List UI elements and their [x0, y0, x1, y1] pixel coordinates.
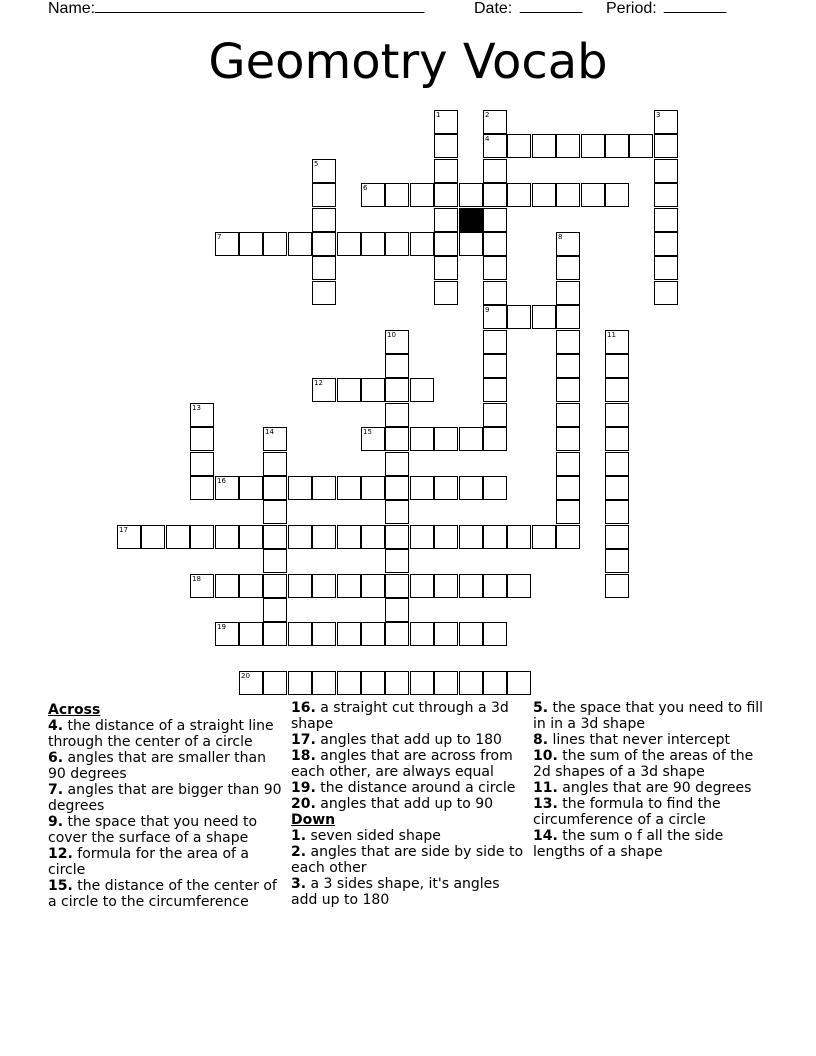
grid-cell[interactable] — [605, 525, 629, 549]
clue-number-label: 15. — [48, 878, 73, 894]
grid-cell[interactable] — [215, 622, 239, 646]
date-label: Date: — [474, 0, 513, 17]
grid-cell[interactable] — [483, 330, 507, 354]
grid-cell[interactable] — [337, 378, 361, 402]
grid-cell[interactable] — [190, 574, 214, 598]
grid-cell[interactable] — [434, 525, 458, 549]
grid-cell[interactable] — [459, 622, 483, 646]
clue-number-label: 20. — [291, 796, 316, 812]
clue-number-label: 8. — [533, 732, 549, 748]
grid-cell[interactable] — [434, 159, 458, 183]
grid-cell[interactable] — [459, 183, 483, 207]
clue-text: angles that add up to 90 — [315, 796, 494, 812]
grid-cell[interactable] — [361, 671, 385, 695]
grid-cell[interactable] — [239, 574, 263, 598]
grid-cell[interactable] — [459, 232, 483, 256]
grid-cell[interactable] — [605, 574, 629, 598]
across-clue — [291, 700, 527, 732]
grid-cell[interactable] — [605, 476, 629, 500]
grid-cell[interactable] — [410, 232, 434, 256]
grid-cell[interactable] — [385, 403, 409, 427]
grid-cell[interactable] — [263, 549, 287, 573]
grid-cell[interactable] — [459, 574, 483, 598]
grid-cell[interactable] — [361, 574, 385, 598]
across-column — [48, 700, 284, 910]
grid-cell[interactable] — [312, 476, 336, 500]
grid-cell[interactable] — [507, 574, 531, 598]
grid-cell[interactable] — [483, 208, 507, 232]
grid-cell[interactable] — [141, 525, 165, 549]
grid-cell[interactable] — [605, 427, 629, 451]
grid-cell[interactable] — [483, 305, 507, 329]
grid-cell[interactable] — [385, 183, 409, 207]
clue-number-label: 3. — [291, 876, 307, 892]
grid-cell[interactable] — [459, 525, 483, 549]
across-clue — [291, 748, 527, 780]
grid-cell[interactable] — [337, 232, 361, 256]
grid-cell[interactable] — [434, 134, 458, 158]
grid-cell[interactable] — [361, 232, 385, 256]
clue-number-label: 10. — [533, 748, 558, 764]
grid-cell[interactable] — [556, 476, 580, 500]
grid-cell[interactable] — [385, 476, 409, 500]
down-clue — [533, 748, 769, 780]
clue-number-label: 14. — [533, 828, 558, 844]
grid-cell[interactable] — [215, 574, 239, 598]
grid-cell[interactable] — [556, 525, 580, 549]
grid-cell[interactable] — [263, 232, 287, 256]
grid-cell[interactable] — [605, 330, 629, 354]
grid-cell[interactable] — [361, 183, 385, 207]
grid-cell[interactable] — [654, 134, 678, 158]
grid-cell[interactable] — [361, 427, 385, 451]
down-clue — [291, 828, 527, 844]
clue-text: seven sided shape — [306, 828, 441, 844]
grid-cell[interactable] — [459, 476, 483, 500]
clue-number-label: 13. — [533, 796, 558, 812]
grid-cell[interactable] — [556, 403, 580, 427]
clue-number: 11 — [607, 331, 616, 339]
grid-cell[interactable] — [483, 134, 507, 158]
grid-cell[interactable] — [312, 208, 336, 232]
across-clue — [291, 732, 527, 748]
grid-cell[interactable] — [434, 183, 458, 207]
grid-cell[interactable] — [385, 671, 409, 695]
grid-cell[interactable] — [312, 671, 336, 695]
clue-text: angles that are smaller than 90 degrees — [48, 750, 266, 782]
grid-cell[interactable] — [312, 525, 336, 549]
grid-cell[interactable] — [215, 476, 239, 500]
grid-cell[interactable] — [337, 574, 361, 598]
grid-cell[interactable] — [556, 378, 580, 402]
grid-cell[interactable] — [337, 525, 361, 549]
grid-cell[interactable] — [385, 452, 409, 476]
clue-text: the sum of the areas of the 2d shapes of a 3d shape — [533, 748, 754, 780]
grid-cell[interactable] — [532, 525, 556, 549]
grid-cell[interactable] — [556, 232, 580, 256]
grid-cell[interactable] — [654, 256, 678, 280]
grid-cell[interactable] — [190, 403, 214, 427]
grid-cell[interactable] — [605, 549, 629, 573]
grid-cell[interactable] — [312, 159, 336, 183]
grid-cell[interactable] — [263, 598, 287, 622]
grid-cell[interactable] — [434, 476, 458, 500]
across-clue — [48, 878, 284, 910]
grid-cell[interactable] — [483, 574, 507, 598]
clue-text: the distance around a circle — [315, 780, 516, 796]
clue-number-label: 11. — [533, 780, 558, 796]
grid-cell[interactable] — [434, 256, 458, 280]
clue-text: the space that you need to fill in in a 3d shape — [533, 700, 764, 732]
grid-cell[interactable] — [532, 305, 556, 329]
grid-cell[interactable] — [410, 378, 434, 402]
grid-cell[interactable] — [288, 622, 312, 646]
grid-cell[interactable] — [410, 427, 434, 451]
grid-cell[interactable] — [337, 671, 361, 695]
grid-cell[interactable] — [190, 476, 214, 500]
grid-cell[interactable] — [507, 671, 531, 695]
down-clue — [291, 876, 527, 908]
grid-cell[interactable] — [434, 281, 458, 305]
grid-cell[interactable] — [385, 378, 409, 402]
across-heading: Across — [48, 702, 101, 718]
grid-cell[interactable] — [483, 671, 507, 695]
grid-cell[interactable] — [434, 208, 458, 232]
clue-number-label: 4. — [48, 718, 64, 734]
grid-cell[interactable] — [434, 574, 458, 598]
clue-text: angles that are bigger than 90 degrees — [48, 782, 282, 814]
grid-cell[interactable] — [507, 183, 531, 207]
grid-cell[interactable] — [532, 183, 556, 207]
grid-cell[interactable] — [605, 403, 629, 427]
clue-number-label: 7. — [48, 782, 64, 798]
across-clue — [48, 782, 284, 814]
grid-cell[interactable] — [483, 427, 507, 451]
grid-cell[interactable] — [434, 427, 458, 451]
clue-number: 12 — [314, 379, 323, 387]
clue-number: 4 — [485, 135, 490, 143]
grid-cell[interactable] — [263, 427, 287, 451]
grid-cell[interactable] — [361, 476, 385, 500]
grid-cell[interactable] — [654, 159, 678, 183]
down-clue — [533, 732, 769, 748]
grid-cell[interactable] — [556, 354, 580, 378]
grid-cell[interactable] — [288, 574, 312, 598]
grid-cell[interactable] — [654, 281, 678, 305]
grid-cell[interactable] — [556, 500, 580, 524]
grid-cell[interactable] — [312, 256, 336, 280]
grid-cell[interactable] — [434, 232, 458, 256]
name-blank[interactable]: _____________________________________ — [95, 0, 425, 14]
grid-cell[interactable] — [434, 671, 458, 695]
grid-cell[interactable] — [483, 232, 507, 256]
down-heading: Down — [291, 812, 336, 828]
grid-cell[interactable] — [239, 525, 263, 549]
grid-cell[interactable] — [166, 525, 190, 549]
grid-cell[interactable] — [605, 183, 629, 207]
grid-cell[interactable] — [288, 476, 312, 500]
period-blank[interactable]: _______ — [664, 0, 727, 14]
grid-cell[interactable] — [263, 525, 287, 549]
clue-number: 13 — [192, 404, 201, 412]
grid-cell[interactable] — [239, 622, 263, 646]
grid-cell[interactable] — [410, 622, 434, 646]
clue-text: the distance of a straight line through the center of a circle — [48, 718, 274, 750]
grid-cell[interactable] — [312, 232, 336, 256]
grid-cell[interactable] — [581, 134, 605, 158]
grid-cell[interactable] — [556, 281, 580, 305]
down-clue — [533, 700, 769, 732]
grid-cell[interactable] — [215, 525, 239, 549]
grid-cell[interactable] — [605, 134, 629, 158]
grid-cell[interactable] — [483, 183, 507, 207]
clue-number: 7 — [217, 233, 222, 241]
grid-cell[interactable] — [385, 427, 409, 451]
grid-cell[interactable] — [483, 476, 507, 500]
grid-cell[interactable] — [312, 622, 336, 646]
clue-number: 10 — [387, 331, 396, 339]
grid-cell[interactable] — [312, 281, 336, 305]
clue-number-label: 18. — [291, 748, 316, 764]
grid-cell[interactable] — [605, 452, 629, 476]
grid-cell[interactable] — [605, 354, 629, 378]
grid-cell[interactable] — [190, 427, 214, 451]
clue-text: the space that you need to cover the surface of a shape — [48, 814, 258, 846]
clue-number: 14 — [265, 428, 274, 436]
grid-cell[interactable] — [361, 378, 385, 402]
grid-cell[interactable] — [385, 549, 409, 573]
clue-text: the distance of the center of a circle to the circumference — [48, 878, 277, 910]
grid-cell[interactable] — [483, 525, 507, 549]
grid-cell[interactable] — [556, 305, 580, 329]
grid-cell[interactable] — [385, 500, 409, 524]
grid-cell[interactable] — [556, 183, 580, 207]
clue-text: angles that add up to 180 — [315, 732, 502, 748]
grid-cell[interactable] — [288, 232, 312, 256]
grid-cell[interactable] — [556, 427, 580, 451]
clue-number: 3 — [656, 111, 661, 119]
clue-number-label: 16. — [291, 700, 316, 716]
grid-cell[interactable] — [483, 622, 507, 646]
grid-cell[interactable] — [312, 574, 336, 598]
clue-number: 1 — [436, 111, 441, 119]
grid-cell[interactable] — [434, 110, 458, 134]
clue-number: 19 — [217, 623, 226, 631]
grid-cell[interactable] — [654, 208, 678, 232]
grid-cell[interactable] — [361, 525, 385, 549]
grid-cell[interactable] — [483, 354, 507, 378]
down-clue — [533, 796, 769, 828]
clue-number-label: 1. — [291, 828, 307, 844]
name-label: Name: — [48, 0, 96, 17]
clue-number: 17 — [119, 526, 128, 534]
grid-cell[interactable] — [385, 354, 409, 378]
grid-cell[interactable] — [385, 232, 409, 256]
clue-number-label: 12. — [48, 846, 73, 862]
clue-text: the formula to find the circumference of a circle — [533, 796, 721, 828]
across-clue — [48, 750, 284, 782]
grid-cell[interactable] — [556, 134, 580, 158]
clue-number: 15 — [363, 428, 372, 436]
down-clue — [291, 844, 527, 876]
clue-number: 8 — [558, 233, 563, 241]
grid-cell[interactable] — [483, 256, 507, 280]
across-clue — [291, 796, 527, 812]
across-clue — [48, 718, 284, 750]
grid-cell[interactable] — [410, 574, 434, 598]
grid-cell[interactable] — [410, 671, 434, 695]
grid-cell[interactable] — [215, 232, 239, 256]
grid-cell[interactable] — [581, 183, 605, 207]
grid-cell[interactable] — [483, 110, 507, 134]
grid-cell[interactable] — [312, 183, 336, 207]
across-clue — [48, 814, 284, 846]
grid-cell[interactable] — [629, 134, 653, 158]
grid-cell[interactable] — [385, 525, 409, 549]
period-label: Period: — [606, 0, 657, 17]
clue-number: 16 — [217, 477, 226, 485]
clue-number: 18 — [192, 575, 201, 583]
clue-text: angles that are side by side to each other — [291, 844, 524, 876]
grid-cell[interactable] — [288, 671, 312, 695]
grid-cell[interactable] — [483, 403, 507, 427]
clue-text: lines that never intercept — [548, 732, 730, 748]
grid-cell[interactable] — [337, 476, 361, 500]
clue-text: the sum o f all the side lengths of a shape — [533, 828, 724, 860]
grid-cell[interactable] — [483, 159, 507, 183]
clue-number-label: 5. — [533, 700, 549, 716]
grid-cell[interactable] — [654, 183, 678, 207]
across-clue — [291, 780, 527, 796]
clue-text: a 3 sides shape, it's angles add up to 180 — [291, 876, 500, 908]
clue-number-label: 9. — [48, 814, 64, 830]
clue-number: 5 — [314, 160, 319, 168]
grid-cell[interactable] — [459, 671, 483, 695]
clue-number: 20 — [241, 672, 250, 680]
grid-cell[interactable] — [190, 525, 214, 549]
grid-cell[interactable] — [263, 671, 287, 695]
grid-cell[interactable] — [556, 330, 580, 354]
clue-number-label: 6. — [48, 750, 64, 766]
page-title: Geomotry Vocab — [208, 34, 608, 90]
grid-cell[interactable] — [507, 305, 531, 329]
grid-cell[interactable] — [263, 622, 287, 646]
grid-cell[interactable] — [239, 476, 263, 500]
grid-cell[interactable] — [654, 232, 678, 256]
grid-cell[interactable] — [483, 281, 507, 305]
grid-cell[interactable] — [385, 598, 409, 622]
grid-cell[interactable] — [385, 574, 409, 598]
grid-cell[interactable] — [239, 232, 263, 256]
clue-number: 2 — [485, 111, 490, 119]
clue-number-label: 2. — [291, 844, 307, 860]
grid-cell[interactable] — [263, 500, 287, 524]
grid-cell[interactable] — [434, 622, 458, 646]
grid-cell[interactable] — [263, 452, 287, 476]
grid-cell[interactable] — [361, 622, 385, 646]
grid-cell[interactable] — [410, 476, 434, 500]
grid-cell[interactable] — [337, 622, 361, 646]
grid-cell[interactable] — [532, 134, 556, 158]
grid-cell[interactable] — [459, 427, 483, 451]
grid-cell[interactable] — [263, 476, 287, 500]
grid-cell[interactable] — [507, 134, 531, 158]
grid-cell[interactable] — [654, 110, 678, 134]
clue-number: 6 — [363, 184, 368, 192]
grid-cell[interactable] — [507, 525, 531, 549]
clue-number-label: 19. — [291, 780, 316, 796]
down-clue — [533, 828, 769, 860]
grid-cell[interactable] — [410, 183, 434, 207]
clue-number: 9 — [485, 306, 490, 314]
middle-column — [291, 700, 527, 908]
grid-cell[interactable] — [385, 622, 409, 646]
grid-cell[interactable] — [605, 378, 629, 402]
grid-cell[interactable] — [385, 330, 409, 354]
clue-text: formula for the area of a circle — [48, 846, 250, 878]
clue-text: angles that are across from each other, are always equal — [291, 748, 513, 780]
black-square — [459, 208, 483, 232]
grid-cell[interactable] — [605, 500, 629, 524]
clue-text: angles that are 90 degrees — [557, 780, 752, 796]
grid-cell[interactable] — [239, 671, 263, 695]
grid-cell[interactable] — [312, 378, 336, 402]
clue-text: a straight cut through a 3d shape — [291, 700, 509, 732]
clue-number-label: 17. — [291, 732, 316, 748]
across-clue — [48, 846, 284, 878]
grid-cell[interactable] — [288, 525, 312, 549]
grid-cell[interactable] — [556, 452, 580, 476]
grid-cell[interactable] — [556, 256, 580, 280]
grid-cell[interactable] — [117, 525, 141, 549]
grid-cell[interactable] — [190, 452, 214, 476]
down-clue — [533, 780, 769, 796]
grid-cell[interactable] — [483, 378, 507, 402]
grid-cell[interactable] — [263, 574, 287, 598]
right-column — [533, 700, 769, 860]
grid-cell[interactable] — [410, 525, 434, 549]
date-blank[interactable]: _______ — [520, 0, 583, 14]
